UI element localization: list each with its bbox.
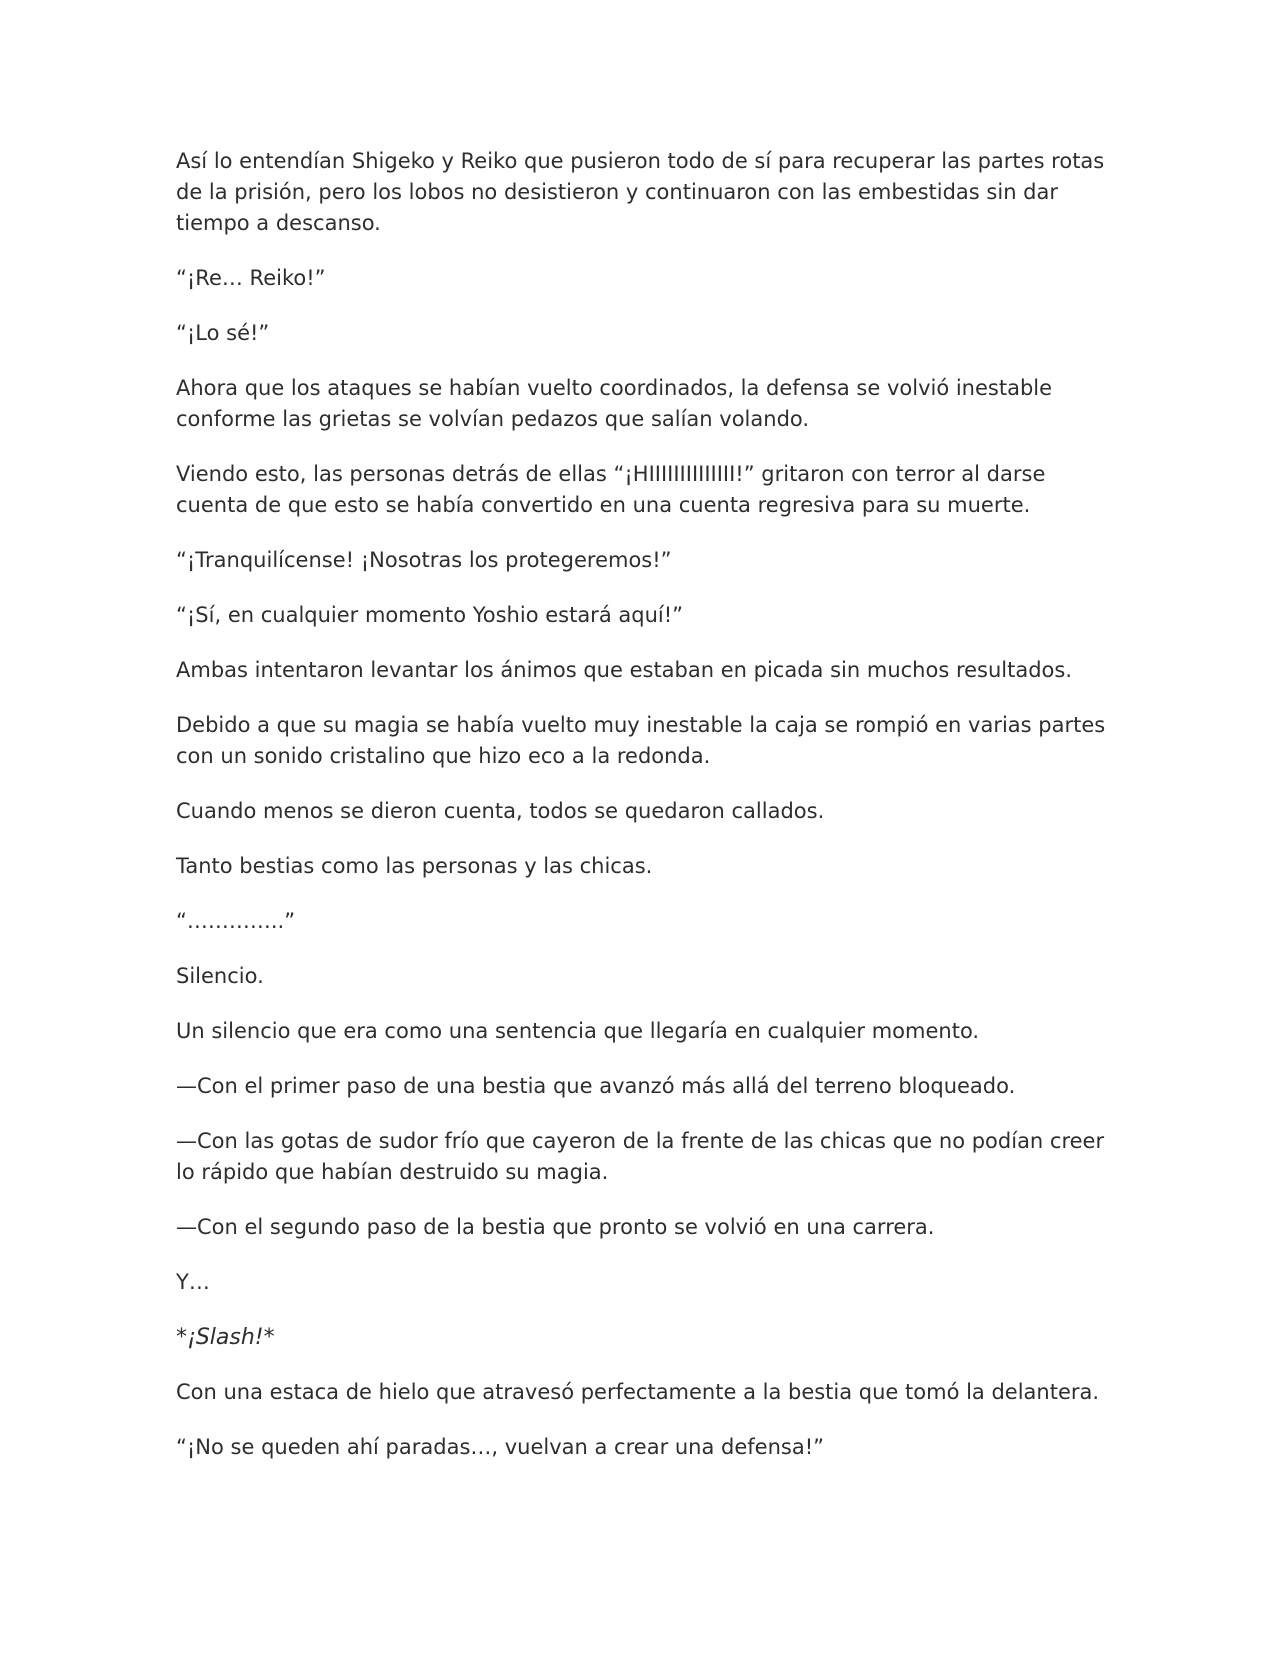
- paragraph-16: —Con las gotas de sudor frío que cayeron de la frente de las chicas que no podían creer lo rápido que habían destruido su magia.: [176, 1129, 1105, 1184]
- document-page: [176, 146, 1106, 1487]
- paragraph-2: “¡Re… Reiko!”: [176, 266, 326, 290]
- paragraph-12: “…………..”: [176, 909, 296, 933]
- paragraph-13: Silencio.: [176, 964, 264, 988]
- paragraph-14: Un silencio que era como una sentencia que llegaría en cualquier momento.: [176, 1019, 980, 1043]
- paragraph-5: Viendo esto, las personas detrás de ellas “¡HIIIIIIIIIIIIII!” gritaron con terror al darse cuenta de que esto se había convertido en una cuenta regresiva para su muerte.: [176, 462, 1046, 517]
- paragraph-21: “¡No se queden ahí paradas…, vuelvan a crear una defensa!”: [176, 1435, 825, 1459]
- paragraph-18: Y…: [176, 1270, 210, 1294]
- paragraph-7: “¡Sí, en cualquier momento Yoshio estará aquí!”: [176, 603, 684, 627]
- paragraph-9: Debido a que su magia se había vuelto muy inestable la caja se rompió en varias partes con un sonido cristalino que hizo eco a la redonda.: [176, 713, 1106, 768]
- paragraph-10: Cuando menos se dieron cuenta, todos se quedaron callados.: [176, 799, 825, 823]
- paragraph-1: Así lo entendían Shigeko y Reiko que pusieron todo de sí para recuperar las partes rotas de la prisión, pero los lobos no desistieron y continuaron con las embestidas sin dar tiempo a descanso.: [176, 149, 1105, 235]
- paragraph-17: —Con el segundo paso de la bestia que pronto se volvió en una carrera.: [176, 1215, 935, 1239]
- paragraph-8: Ambas intentaron levantar los ánimos que estaban en picada sin muchos resultados.: [176, 658, 1073, 682]
- paragraph-11: Tanto bestias como las personas y las chicas.: [176, 854, 653, 878]
- paragraph-20: Con una estaca de hielo que atravesó perfectamente a la bestia que tomó la delantera.: [176, 1380, 1100, 1404]
- sound-effect-slash: *¡Slash!*: [176, 1325, 275, 1350]
- paragraph-4: Ahora que los ataques se habían vuelto coordinados, la defensa se volvió inestable conforme las grietas se volvían pedazos que salían volando.: [176, 376, 1053, 431]
- paragraph-15: —Con el primer paso de una bestia que avanzó más allá del terreno bloqueado.: [176, 1074, 1016, 1098]
- paragraph-6: “¡Tranquilícense! ¡Nosotras los protegeremos!”: [176, 548, 672, 572]
- paragraph-3: “¡Lo sé!”: [176, 321, 270, 345]
